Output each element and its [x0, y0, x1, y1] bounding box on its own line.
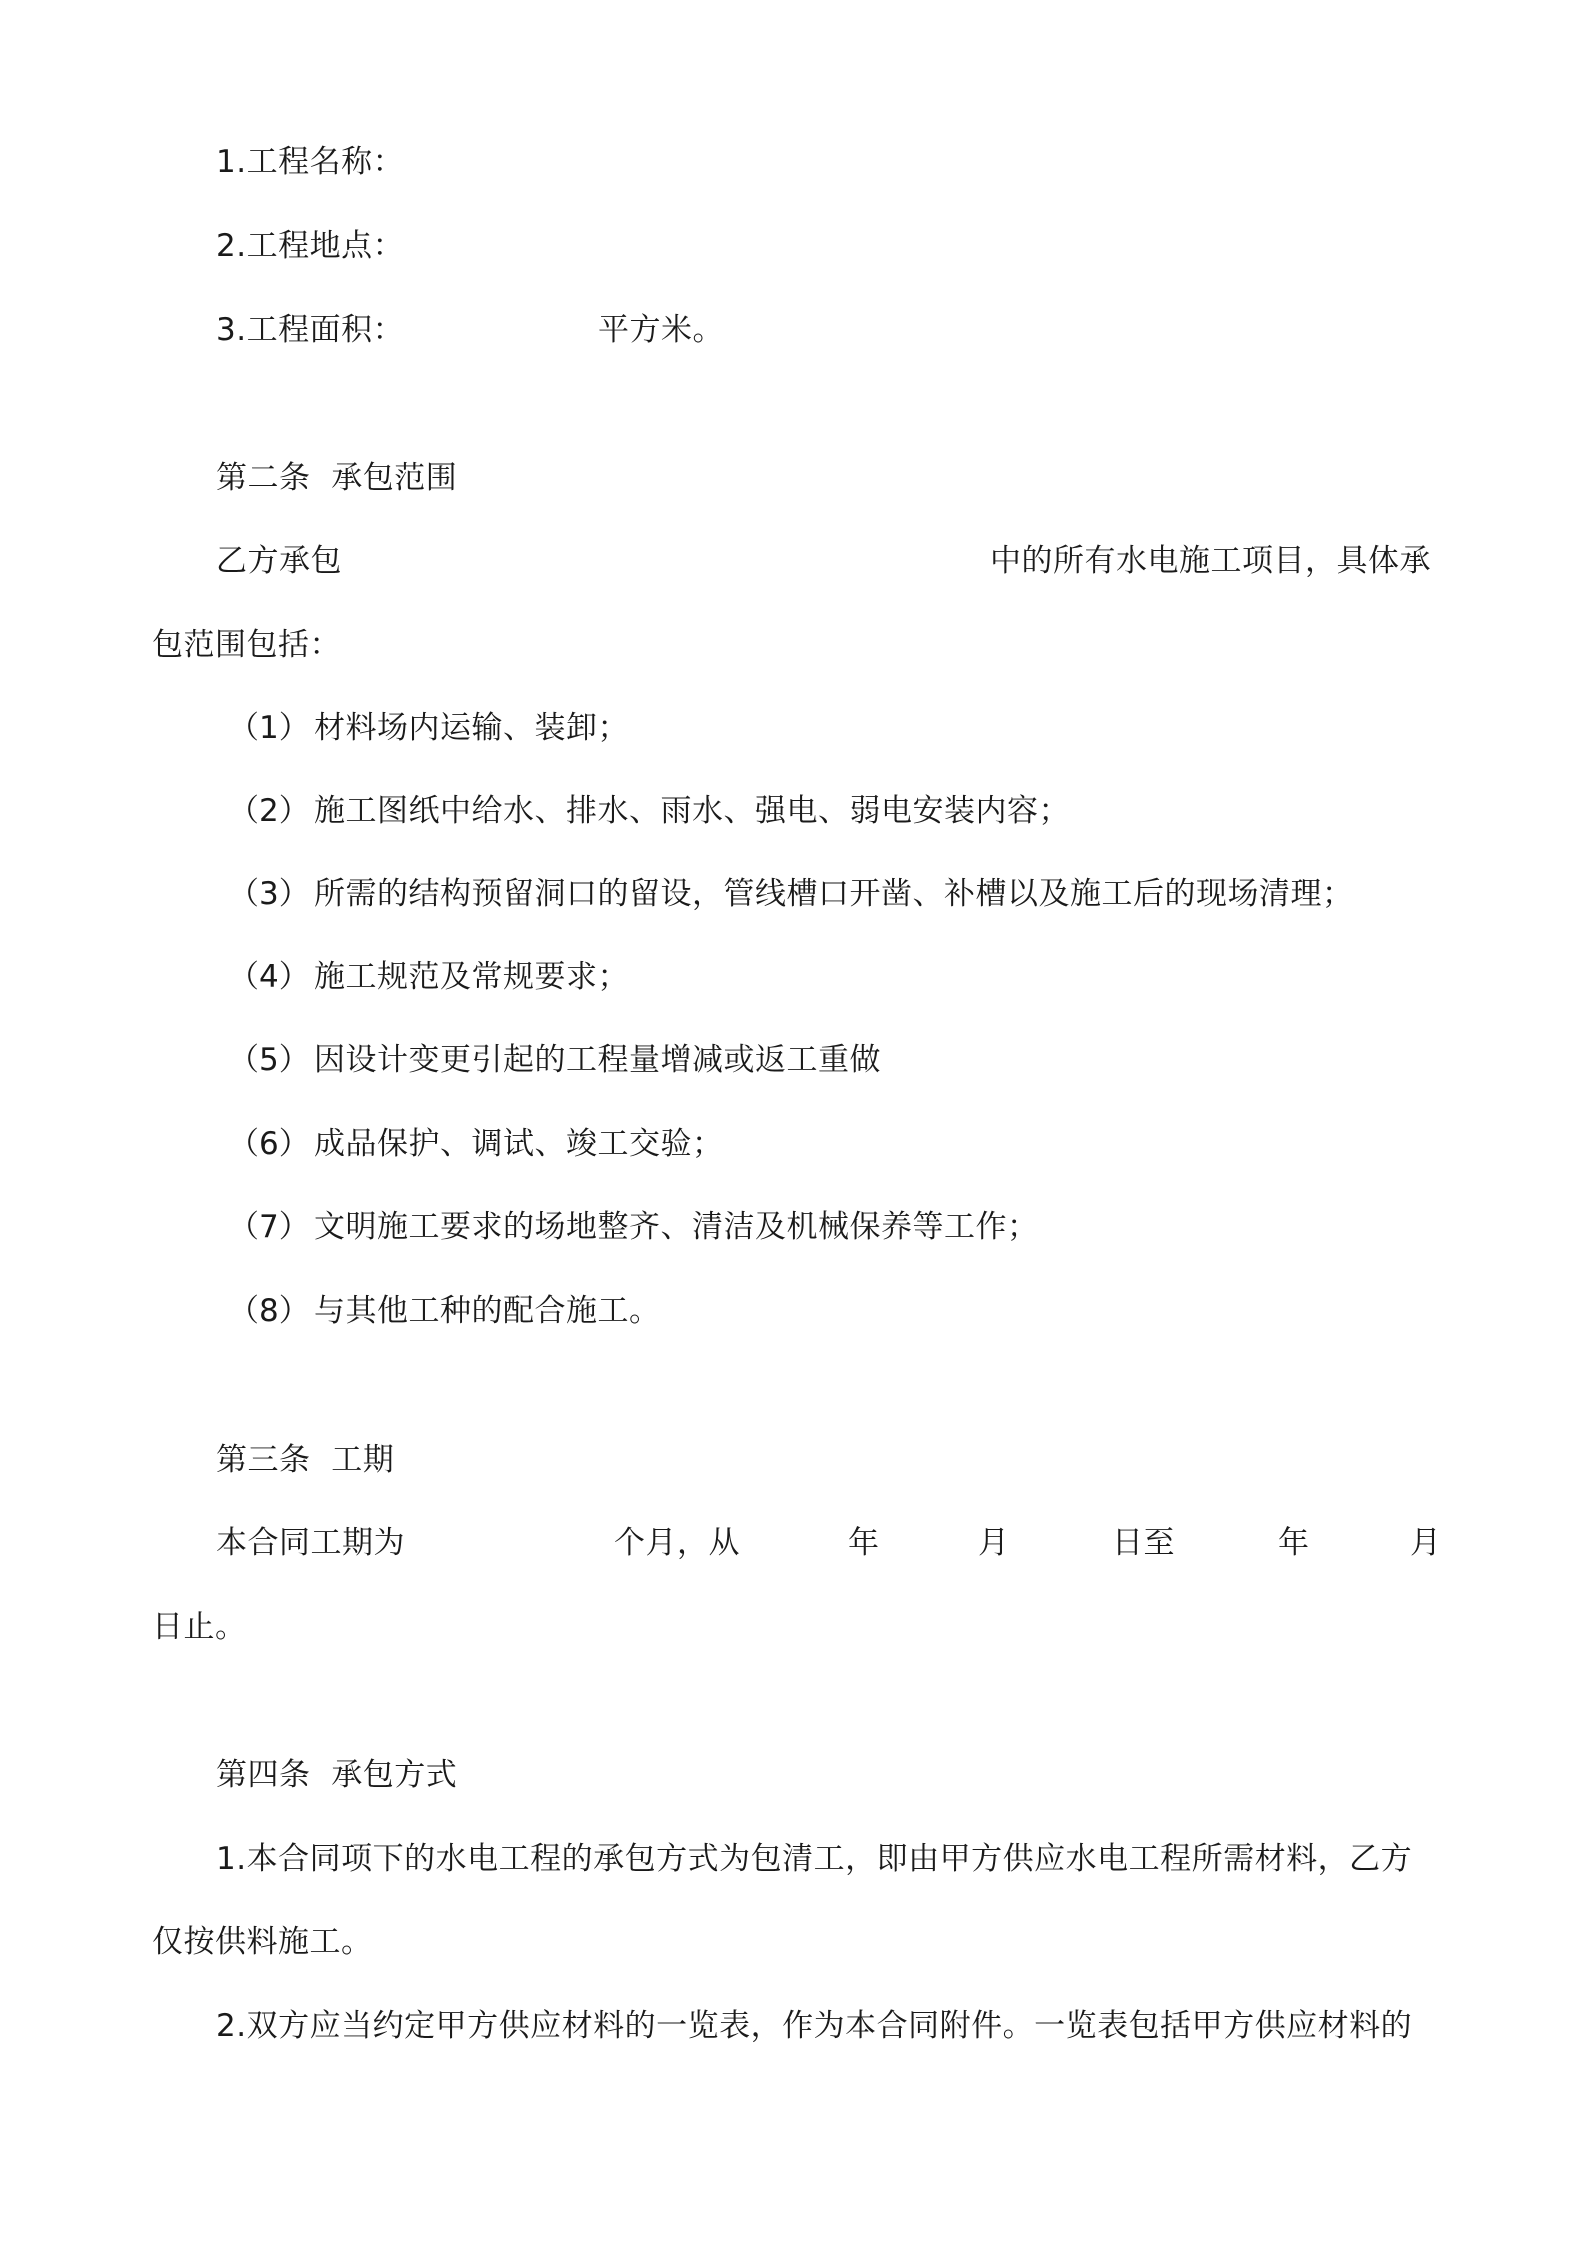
list-item-text: 材料场内运输、装卸； [314, 710, 629, 746]
project-area-label: 3.工程面积： [216, 312, 405, 348]
list-item-number: （5） [228, 1042, 310, 1078]
term-months-text: 个月，从 [614, 1525, 740, 1561]
list-item-number: （8） [228, 1293, 310, 1329]
project-location-label: 2.工程地点： [216, 228, 405, 264]
term-text-start: 本合同工期为 [216, 1525, 405, 1561]
list-item-text: 与其他工种的配合施工。 [314, 1293, 661, 1329]
term-end-year: 年 [1278, 1525, 1310, 1561]
section3-heading: 第三条 工期 [216, 1442, 395, 1478]
project-name-label: 1.工程名称： [216, 144, 405, 180]
list-item-text: 施工图纸中给水、排水、雨水、强电、弱电安装内容； [314, 793, 1070, 829]
list-item-number: （7） [228, 1209, 310, 1245]
term-end-day: 日止。 [152, 1609, 247, 1645]
list-item-text: 文明施工要求的场地整齐、清洁及机械保养等工作； [314, 1209, 1039, 1245]
list-item-text: 所需的结构预留洞口的留设，管线槽口开凿、补槽以及施工后的现场清理； [314, 876, 1354, 912]
list-item-number: （1） [228, 710, 310, 746]
list-item-number: （3） [228, 876, 310, 912]
list-item-text: 成品保护、调试、竣工交验； [314, 1126, 724, 1162]
list-item-number: （6） [228, 1126, 310, 1162]
section2-heading: 第二条 承包范围 [216, 460, 458, 496]
section2-intro-cont: 包范围包括： [152, 627, 341, 663]
section4-para2: 2.双方应当约定甲方供应材料的一览表，作为本合同附件。一览表包括甲方供应材料的 [216, 2008, 1413, 2044]
term-end-month: 月 [1410, 1525, 1442, 1561]
project-area-unit: 平方米。 [598, 312, 724, 348]
section4-para1-cont: 仅按供料施工。 [152, 1924, 373, 1960]
list-item-text: 因设计变更引起的工程量增减或返工重做 [314, 1042, 881, 1078]
list-item-text: 施工规范及常规要求； [314, 959, 629, 995]
section2-intro-start: 乙方承包 [216, 543, 342, 579]
section2-intro-end: 中的所有水电施工项目，具体承 [990, 543, 1431, 579]
section4-para1: 1.本合同项下的水电工程的承包方式为包清工，即由甲方供应水电工程所需材料，乙方 [216, 1841, 1413, 1877]
list-item-number: （4） [228, 959, 310, 995]
term-start-year: 年 [848, 1525, 880, 1561]
list-item-number: （2） [228, 793, 310, 829]
section4-heading: 第四条 承包方式 [216, 1757, 458, 1793]
term-start-month: 月 [978, 1525, 1010, 1561]
term-start-day: 日至 [1112, 1525, 1175, 1561]
